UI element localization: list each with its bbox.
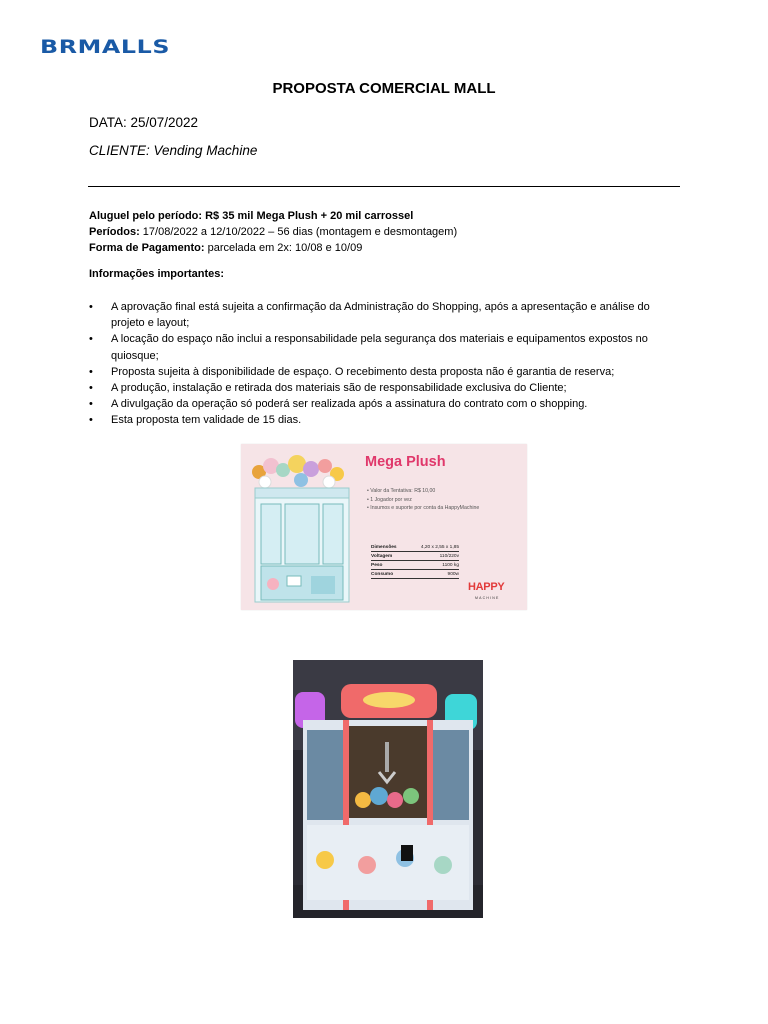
list-item: • Insumos e suporte por conta da HappyMachine (367, 505, 480, 511)
terms-block (89, 208, 457, 256)
product-features (367, 487, 487, 513)
list-item-text: A aprovação final está sujeita a confirmação da Administração do Shopping, após a apresentação e análise do projeto e layout; (111, 301, 650, 330)
list-item (89, 364, 679, 380)
spec-value: 4,20 x 2,55 x 1,85 (420, 545, 459, 550)
spec-value: 110/220v (439, 554, 459, 559)
list-item (89, 412, 679, 428)
machine-body (255, 488, 349, 602)
periods-line (89, 224, 457, 240)
rent-line (89, 208, 457, 224)
list-item-text: A produção, instalação e retirada dos materiais são de responsabilidade exclusiva do Cliente; (111, 382, 567, 395)
feature-text: 1 Jogador por vez (370, 496, 412, 503)
spec-label: Dimensões (371, 545, 397, 550)
list-item: • 1 Jogador por vez (367, 496, 412, 503)
spec-row (371, 571, 459, 579)
brmalls-logo: BRMALLS (40, 36, 171, 58)
carousel-machine-photo (293, 660, 483, 918)
spec-label: Peso (371, 563, 383, 568)
spec-row (371, 562, 459, 570)
happy-machine-logo-sub: MACHINE (475, 596, 500, 600)
bullet-icon: • (89, 333, 93, 346)
happy-logo-letters: HAPPY (468, 581, 505, 593)
payment-value: parcelada em 2x: 10/08 e 10/09 (204, 242, 363, 254)
plush-toys (252, 455, 344, 488)
list-item (89, 299, 679, 331)
spec-label: Consumo (371, 572, 394, 577)
rent-text: Aluguel pelo período: R$ 35 mil Mega Plush + 20 mil carrossel (89, 210, 414, 222)
spec-value: 900w (447, 572, 459, 577)
bullet-icon: • (89, 301, 93, 313)
happy-machine-logo (468, 581, 504, 593)
spec-value: 1100 kg (442, 563, 459, 568)
periods-label: Períodos: (89, 226, 140, 238)
feature-text: Valor da Tentativa: R$ 10,00 (370, 488, 436, 494)
claw-machine-illustration (241, 444, 361, 610)
list-item (89, 396, 679, 412)
list-item-text: A divulgação da operação só poderá ser realizada após a assinatura do contrato com o shopping. (111, 398, 588, 411)
list-item: • Valor da Tentativa: R$ 10,00 (367, 488, 436, 494)
bullet-icon: • (89, 398, 93, 411)
list-item-text: Proposta sujeita à disponibilidade de espaço. O recebimento desta proposta não é garantia de reserva; (111, 365, 615, 378)
bullet-icon: • (89, 382, 93, 395)
client-line: CLIENTE: Vending Machine (89, 143, 258, 158)
spec-row (371, 553, 459, 561)
list-item (89, 331, 679, 363)
payment-line (89, 240, 457, 256)
list-item-text: A locação do espaço não inclui a responsabilidade pela segurança dos materiais e equipamentos expostos no quiosque; (111, 333, 648, 362)
divider (88, 186, 680, 187)
list-item-text: Esta proposta tem validade de 15 dias. (111, 414, 302, 427)
product-title: Mega Plush (365, 454, 446, 470)
periods-value: 17/08/2022 a 12/10/2022 – 56 dias (montagem e desmontagem) (139, 226, 458, 238)
info-list (89, 299, 679, 429)
feature-text: Insumos e suporte por conta da HappyMachine (370, 505, 480, 511)
bullet-icon: • (89, 414, 93, 427)
info-heading: Informações importantes: (89, 268, 225, 280)
spec-row (371, 544, 459, 552)
list-item (89, 380, 679, 396)
bullet-icon: • (89, 365, 93, 378)
spec-label: Voltagem (371, 554, 393, 559)
payment-label: Forma de Pagamento: (89, 242, 205, 254)
mega-plush-card (241, 444, 527, 610)
date-line: DATA: 25/07/2022 (89, 115, 199, 130)
page-title: PROPOSTA COMERCIAL MALL (272, 80, 496, 97)
